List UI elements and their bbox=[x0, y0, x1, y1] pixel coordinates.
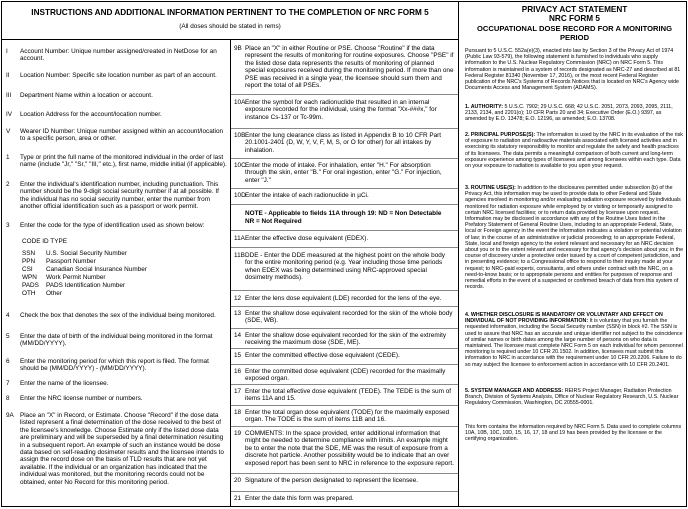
privacy-section-routine-use: 3. ROUTINE USE(S): In addition to the disclosures permitted under subsection (b) of the Privacy Act, this information may be used to provide data to other Federal and State agencies involved in monitoring and/or evaluating radiation exposure received by individuals monitored for radiation exposure while employed by or visiting or temporarily assigned to certain NRC licensed facilities; or to return data provided by licensee upon request. Information may be disclosed in accordance with any of the Routine Uses listed in the Prefatory Statement of General Routine Uses, including to an appropriate Federal, State, local or Foreign agency in the event the information indicates a violation or potential violation of law; in the course of an administrative or judicial proceeding; to an appropriate Federal, State, local and foreign agency to the extent relevant and necessary for an NRC decision about you or to the extent relevant and necessary for that agency's decision about you; in the course of discovery under a protective order issued by a court of competent jurisdiction, and in presenting evidence; to a Congressional office to respond to their inquiry made at your request; to NRC-paid experts, consultants, and others under contract with the NRC, on a need-to-know basis; or to appropriate persons and entities for purposes of response and remedial efforts in the event of a suspected or confirmed breach of data from this system of records. bbox=[465, 185, 684, 291]
instructions-panel bbox=[2, 2, 459, 506]
code-row-ssn: SSN U.S. Social Security Number bbox=[22, 250, 127, 257]
code-row-oth: OTH Other bbox=[22, 290, 62, 297]
privacy-section-system-manager: 5. SYSTEM MANAGER AND ADDRESS: REIRS Project Manager, Radiation Protection Branch, Division of Systems Analysis, Office of Nuclear Regulatory Research, U.S. Nuclear Regulatory Commission, Washington, DC 20555-0001. bbox=[465, 388, 679, 407]
code-table-heading: CODE ID TYPE bbox=[22, 238, 67, 245]
code-row-csi: CSI Canadian Social Insurance Number bbox=[22, 266, 147, 273]
privacy-act-panel bbox=[459, 2, 688, 506]
row-divider bbox=[231, 491, 458, 492]
nrc-form-5-page bbox=[1, 1, 687, 507]
row-divider bbox=[231, 364, 458, 365]
row-divider bbox=[231, 128, 458, 129]
code-row-pads: PADS PADS Identification Number bbox=[22, 282, 126, 289]
row-divider bbox=[231, 247, 458, 248]
code-row-wpn: WPN Work Permit Number bbox=[22, 274, 106, 281]
privacy-section-purpose: 2. PRINCIPAL PURPOSE(S): The information is used by the NRC in its evaluation of the risk of exposure to radiation and radioactive materials associated with licensed activities and in exercising its statutory responsibility to monitor and regulate the safety and health practices of its licensees. The data permits a meaningful comparison of both current and long-term exposure experience among types of licensees and among licensees within each type. Data on your exposure to radiation is available to you upon your request. bbox=[465, 132, 683, 170]
row-divider bbox=[231, 328, 458, 329]
instructions-header bbox=[2, 2, 458, 40]
row-divider bbox=[231, 384, 458, 385]
note-line-2: NR = Not Required bbox=[245, 218, 302, 225]
row-divider bbox=[231, 290, 458, 291]
code-row-ppn: PPN Passport Number bbox=[22, 258, 96, 265]
detection-note bbox=[245, 210, 454, 226]
privacy-title-line-1: PRIVACY ACT STATEMENT bbox=[521, 5, 628, 14]
row-divider bbox=[231, 348, 458, 349]
note-line-1: NOTE - Applicable to fields 11A through 19: ND = Non Detectable bbox=[245, 210, 442, 217]
row-divider bbox=[231, 405, 458, 406]
instructions-subtitle: (All doses should be stated in rems) bbox=[179, 23, 281, 30]
row-divider bbox=[231, 473, 458, 474]
instructions-column-a: I Account Number: Unique number assigned/created in NetDose for an account. II Location Number: Specific site location number as part of an account. III Department Name within a location or account. IV Location Address for the account/location number. V Wearer ID Number: Unique number assigned within an account/location to a specific person, area or other. 1 Type or print the full name of the monitored individual in the order of last name (include "Jr," "Sr," "III," etc.), first name, middle initial (if applicable). 2 Enter the individual's identification number, including punctuation. This number should be the 9-digit social security number if at all possible. If the individual has no social security number, enter the number from another official identification such as a passport or work permit. 3 Enter the code for the type of identification used as shown below: CODE ID TYPE SSN U.S. Social Security Number PPN Passport Number CSI Canadian Social Insurance Number WPN Work Permit Number PADS PADS Identification Number OTH Other 4 Check the box that denotes the sex of the individual being monitored. 5 Enter the date of birth of the individual being monitored in the format (MM/DD/YYYY). 6 Enter the monitoring period for which this report is filed. The format should be (MM/DD/YYYY) - (MM/DD/YYYY). 7 Enter the name of the licensee. 8 Enter the NRC license number or numbers. 9A Place an "X" in Record, or Estimate. Choose "Record" if the dose data listed represent a final determination of the dose received to the best of the licensee's knowledge. Choose Estimate only if the listed dose data are preliminary and will be superseded by a final determination resulting in a subsequent report. An example of such an instance would be dose data based on self-reading dosimeter results and the licensee intends to assign the record dose on the basis of TLD results that are not yet available. If the individual or an organization has indicated that the individual was monitored, but the monitoring records could not be obtained, enter No Record for this monitoring period. bbox=[2, 40, 231, 506]
row-divider bbox=[231, 94, 458, 95]
instructions-title: INSTRUCTIONS AND ADDITIONAL INFORMATION PERTINENT TO THE COMPLETION OF NRC FORM 5 bbox=[31, 8, 429, 17]
privacy-section-authority: 1. AUTHORITY: 5 U.S.C. 7902; 29 U.S.C. 668; 42 U.S.C. 2051, 2073, 2093, 2095, 2111, 2133, 2134, and 2201(o); 10 CFR Parts 20 and 34; Executive Order (E.O.) 9397, as amended by E.O. 13478; E.O. 12196, as amended; E.O. 13708. bbox=[465, 104, 673, 123]
row-divider bbox=[231, 204, 458, 205]
instructions-column-b: 9B Place an "X" in either Routine or PSE. Choose "Routine" if the data represent the results of monitoring for routine exposures. Choose "PSE" if the listed dose data represents the results of monitoring of planned special exposures received during the monitoring period. If more than one PSE was received in a single year, the licensee should sum them and report the total of all PSEs. 10A Enter the symbol for each radionuclide that resulted in an internal exposure recorded for the individual, using the format "Xx-###x," for instance Cs-137 or Tc-99m. 10B Enter the lung clearance class as listed in Appendix B to 10 CFR Part 20.1001-2401 (D, W, Y, V, F, M, S, or O for other) for all intakes by inhalation. 10C Enter the mode of intake. For inhalation, enter "H." For absorption through the skin, enter "B." For oral ingestion, enter "G." For injection, enter "J." 10D Enter the intake of each radionuclide in µCi. NOTE - Applicable to fields 11A through 19: ND = Non Detectable NR = Not Required 11A Enter the effective dose equivalent (EDEX). 11B DDE - Enter the DDE measured at the highest point on the whole body for the entire monitoring period (e.g. Year including those time periods when EDEX was being determined using NRC-approved special dosimetry methods). 12 Enter the lens dose equivalent (LDE) recorded for the lens of the eye. 13 Enter the shallow dose equivalent recorded for the skin of the whole body (SDE, WB). 14 Enter the shallow dose equivalent recorded for the skin of the extremity receiving the maximum dose (SDE, ME). 15 Enter the committed effective dose equivalent (CEDE). 16 Enter the committed dose equivalent (CDE) recorded for the maximally exposed organ. 17 Enter the total effective dose equivalent (TEDE). The TEDE is the sum of items 11A and 15. 18 Enter the total organ dose equivalent (TODE) for the maximally exposed organ. The TODE is the sum of items 11B and 16. 19 COMMENTS: In the space provided, enter additional information that might be needed to determine compliance with limits. An example might be to enter the note that the SDE, ME was the result of exposure from a discrete hot particle. Another possibility would be to indicate that an over exposed report has been sent to NRC in reference to the exposure report. 20 Signature of the person designated to represent the licensee. 21 Enter the date this form was prepared. bbox=[234, 45, 454, 502]
row-divider bbox=[231, 188, 458, 189]
privacy-section-disclosure: 4. WHETHER DISCLOSURE IS MANDATORY OR VOLUNTARY AND EFFECT ON INDIVIDUAL OF NOT PROVIDING INFORMATION: It is voluntary that you furnish the requested information, including the Social Security number (SSN) in block #2. The SSN is used to assure that NRC has an accurate and unique identifier not subject to the coincidence of similar names or birth dates among the large number of persons on who data is maintained. The licensee must complete NRC Form 5 on each individual for whom personnel monitoring is required under 10 CFR 20.1502. In addition, licensees must submit this information to NRC in accordance with the requirement under 10 CFR 20.2206. Failure to do so may subject the licensee to enforcement action in accordance with 10 CFR 20.2401. bbox=[465, 312, 683, 368]
row-divider bbox=[231, 426, 458, 427]
privacy-intro: Pursuant to 5 U.S.C. 552a(e)(3), enacted into law by Section 3 of the Privacy Act of 1974 (Public Law 93-579), the following statement is furnished to individuals who supply information to the U.S. Nuclear Regulatory Commission (NRC) on NRC Form 5. This information is maintained in a system of records designated as NRC-27 and described at 81 Federal Register 81340 (November 17, 2016), or the most recent Federal Register publication of the NRC's Systems of Records Notices that is located on NRC's Agency wide Documents Access and Management System (ADAMS). bbox=[465, 48, 681, 92]
row-divider bbox=[231, 158, 458, 159]
privacy-title-line-3: OCCUPATIONAL DOSE RECORD FOR A MONITORING PERIOD bbox=[476, 23, 673, 43]
privacy-footer-note: This form contains the information required by NRC Form 5. Data used to complete columns 10A, 10B, 10C, 10D, 15, 16, 17, 18 and 19 has been provided by the licensee or the certifying organization. bbox=[465, 424, 682, 443]
row-divider bbox=[231, 306, 458, 307]
row-divider bbox=[231, 230, 458, 231]
privacy-title bbox=[465, 5, 684, 43]
privacy-title-line-2: NRC FORM 5 bbox=[549, 14, 600, 24]
